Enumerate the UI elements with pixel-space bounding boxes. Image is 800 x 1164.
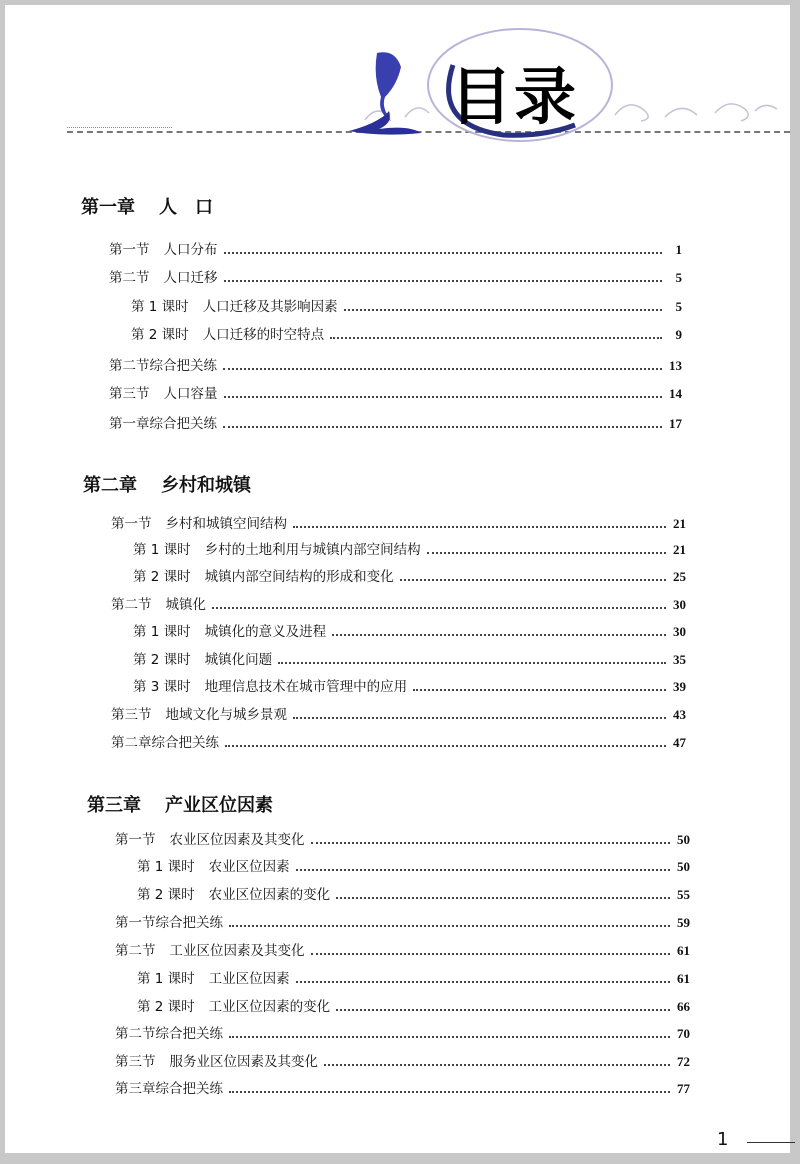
toc-entry[interactable] xyxy=(115,828,690,848)
entry-number: 第 1 课时 xyxy=(133,624,191,640)
dot-leader xyxy=(223,368,662,370)
chapter-heading xyxy=(81,193,213,219)
dot-leader xyxy=(223,426,662,428)
toc-entry[interactable] xyxy=(137,995,690,1015)
entry-page-number: 70 xyxy=(677,1026,690,1041)
entry-number: 第一节 xyxy=(111,516,152,532)
entry-number: 第二节 xyxy=(115,943,156,959)
entry-number: 第三节 xyxy=(115,1054,156,1070)
toc-entry[interactable] xyxy=(109,238,682,258)
entry-page-number: 50 xyxy=(677,832,690,847)
toc-entry[interactable] xyxy=(115,1077,690,1097)
entry-label xyxy=(111,731,219,751)
entry-label xyxy=(137,883,330,903)
dot-leader xyxy=(311,953,671,955)
toc-entry[interactable] xyxy=(115,911,690,931)
entry-page-number: 55 xyxy=(677,887,690,902)
dot-leader xyxy=(224,396,663,398)
entry-number: 第一节 xyxy=(109,242,150,258)
entry-page-number: 21 xyxy=(673,516,686,531)
entry-label xyxy=(111,512,287,532)
toc-header xyxy=(5,5,790,155)
entry-page-number: 59 xyxy=(677,915,690,930)
toc-entry[interactable] xyxy=(115,1022,690,1042)
dot-leader xyxy=(330,337,662,339)
entry-number: 第二节综合把关练 xyxy=(115,1026,223,1042)
page-number: 1 xyxy=(717,1129,729,1150)
entry-label xyxy=(133,538,421,558)
entry-title: 地理信息技术在城市管理中的应用 xyxy=(204,679,408,695)
entry-number: 第 1 课时 xyxy=(137,859,195,875)
dot-leader xyxy=(400,579,666,581)
entry-title: 人口迁移的时空特点 xyxy=(202,327,325,343)
toc-entry[interactable] xyxy=(137,967,690,987)
chapter-heading xyxy=(83,471,251,497)
toc-entry[interactable] xyxy=(109,266,682,286)
entry-page-number: 21 xyxy=(673,542,686,557)
entry-number: 第 2 课时 xyxy=(133,652,191,668)
entry-page-number: 1 xyxy=(675,242,682,257)
toc-entry[interactable] xyxy=(133,675,686,695)
entry-number: 第 1 课时 xyxy=(137,971,195,987)
entry-page-number: 39 xyxy=(673,679,686,694)
entry-title: 城镇化 xyxy=(165,597,206,613)
entry-title: 农业区位因素及其变化 xyxy=(169,832,305,848)
entry-number: 第 2 课时 xyxy=(133,569,191,585)
chapter-title: 乡村和城镇 xyxy=(161,475,251,496)
toc-entry[interactable] xyxy=(115,1050,690,1070)
dot-leader xyxy=(336,1009,670,1011)
entry-label xyxy=(111,593,206,613)
entry-number: 第 1 课时 xyxy=(133,542,191,558)
entry-page-number: 61 xyxy=(677,971,690,986)
dot-leader xyxy=(311,842,671,844)
dot-leader xyxy=(229,1036,670,1038)
entry-label xyxy=(137,967,290,987)
entry-title: 城镇化问题 xyxy=(204,652,273,668)
entry-title: 城镇化的意义及进程 xyxy=(204,624,327,640)
entry-page-number: 77 xyxy=(677,1081,690,1096)
chapter-number: 第一章 xyxy=(81,197,135,218)
entry-page-number: 13 xyxy=(669,358,682,373)
entry-title: 人口迁移及其影响因素 xyxy=(202,299,338,315)
dot-leader xyxy=(224,280,663,282)
toc-entry[interactable] xyxy=(111,731,686,751)
toc-entry[interactable] xyxy=(133,648,686,668)
dot-leader xyxy=(293,526,666,528)
entry-number: 第 3 课时 xyxy=(133,679,191,695)
entry-title: 农业区位因素的变化 xyxy=(208,887,331,903)
entry-page-number: 35 xyxy=(673,652,686,667)
entry-page-number: 72 xyxy=(677,1054,690,1069)
entry-label xyxy=(111,703,287,723)
entry-number: 第一节综合把关练 xyxy=(115,915,223,931)
chapter-heading xyxy=(87,791,273,817)
entry-page-number: 5 xyxy=(675,299,682,314)
dot-leader xyxy=(332,634,666,636)
entry-page-number: 47 xyxy=(673,735,686,750)
entry-title: 工业区位因素的变化 xyxy=(208,999,331,1015)
chapter-title: 产业区位因素 xyxy=(165,795,273,816)
dot-leader xyxy=(344,309,662,311)
entry-label xyxy=(137,855,290,875)
entry-page-number: 25 xyxy=(673,569,686,584)
entry-number: 第二章综合把关练 xyxy=(111,735,219,751)
entry-page-number: 14 xyxy=(669,386,682,401)
entry-page-number: 17 xyxy=(669,416,682,431)
entry-title: 农业区位因素 xyxy=(208,859,290,875)
entry-page-number: 30 xyxy=(673,624,686,639)
entry-number: 第 2 课时 xyxy=(137,999,195,1015)
dot-leader xyxy=(278,662,666,664)
entry-number: 第二节 xyxy=(111,597,152,613)
chapter-title: 人 口 xyxy=(159,197,213,218)
header-divider xyxy=(67,127,172,128)
entry-title: 城镇内部空间结构的形成和变化 xyxy=(204,569,394,585)
entry-number: 第三章综合把关练 xyxy=(115,1081,223,1097)
chapter-number: 第三章 xyxy=(87,795,141,816)
entry-number: 第二节综合把关练 xyxy=(109,358,217,374)
entry-title: 人口迁移 xyxy=(163,270,218,286)
entry-number: 第 2 课时 xyxy=(137,887,195,903)
toc-entry[interactable] xyxy=(111,512,686,532)
entry-page-number: 9 xyxy=(675,327,682,342)
entry-title: 工业区位因素及其变化 xyxy=(169,943,305,959)
entry-number: 第二节 xyxy=(109,270,150,286)
entry-page-number: 5 xyxy=(675,270,682,285)
entry-label xyxy=(133,565,394,585)
entry-number: 第 2 课时 xyxy=(131,327,189,343)
toc-entry[interactable] xyxy=(109,354,682,374)
dot-leader xyxy=(296,981,670,983)
entry-number: 第三节 xyxy=(111,707,152,723)
entry-label xyxy=(109,382,218,402)
entry-number: 第一节 xyxy=(115,832,156,848)
toc-entry[interactable] xyxy=(109,412,682,432)
dot-leader xyxy=(224,252,663,254)
dot-leader xyxy=(413,689,666,691)
dot-leader xyxy=(293,717,666,719)
entry-number: 第 1 课时 xyxy=(131,299,189,315)
document-page xyxy=(5,5,790,1153)
toc-entry[interactable] xyxy=(131,295,682,315)
entry-page-number: 61 xyxy=(677,943,690,958)
entry-label xyxy=(109,412,217,432)
entry-title: 工业区位因素 xyxy=(208,971,290,987)
dot-leader xyxy=(229,925,670,927)
entry-label xyxy=(115,1022,223,1042)
dot-leader xyxy=(324,1064,670,1066)
toc-entry[interactable] xyxy=(109,382,682,402)
entry-label xyxy=(133,675,407,695)
entry-number: 第一章综合把关练 xyxy=(109,416,217,432)
entry-label xyxy=(115,1077,223,1097)
entry-label xyxy=(133,620,326,640)
entry-label xyxy=(115,911,223,931)
toc-entry[interactable] xyxy=(115,939,690,959)
entry-title: 人口分布 xyxy=(163,242,218,258)
toc-entry[interactable] xyxy=(131,323,682,343)
entry-label xyxy=(109,266,218,286)
toc-entry[interactable] xyxy=(137,883,690,903)
dot-leader xyxy=(225,745,666,747)
entry-page-number: 50 xyxy=(677,859,690,874)
dot-leader xyxy=(427,552,666,554)
chapter-number: 第二章 xyxy=(83,475,137,496)
entry-label xyxy=(115,1050,318,1070)
entry-label xyxy=(115,939,305,959)
entry-title: 乡村的土地利用与城镇内部空间结构 xyxy=(204,542,421,558)
entry-label xyxy=(109,238,218,258)
entry-title: 乡村和城镇空间结构 xyxy=(165,516,287,532)
entry-label xyxy=(133,648,272,668)
entry-title: 服务业区位因素及其变化 xyxy=(169,1054,318,1070)
entry-label xyxy=(137,995,330,1015)
toc-entry[interactable] xyxy=(133,620,686,640)
entry-label xyxy=(131,295,338,315)
footer-rule xyxy=(747,1142,795,1143)
entry-page-number: 30 xyxy=(673,597,686,612)
toc-entry[interactable] xyxy=(111,593,686,613)
toc-entry[interactable] xyxy=(137,855,690,875)
entry-title: 地域文化与城乡景观 xyxy=(165,707,287,723)
toc-entry[interactable] xyxy=(133,565,686,585)
entry-page-number: 43 xyxy=(673,707,686,722)
toc-entry[interactable] xyxy=(133,538,686,558)
dot-leader xyxy=(296,869,670,871)
entry-title: 人口容量 xyxy=(163,386,218,402)
toc-title: 目录 xyxy=(450,60,579,133)
entry-label xyxy=(109,354,217,374)
dot-leader xyxy=(212,607,666,609)
entry-label xyxy=(115,828,305,848)
dot-leader xyxy=(229,1091,670,1093)
entry-number: 第三节 xyxy=(109,386,150,402)
toc-entry[interactable] xyxy=(111,703,686,723)
entry-label xyxy=(131,323,324,343)
entry-page-number: 66 xyxy=(677,999,690,1014)
dot-leader xyxy=(336,897,670,899)
